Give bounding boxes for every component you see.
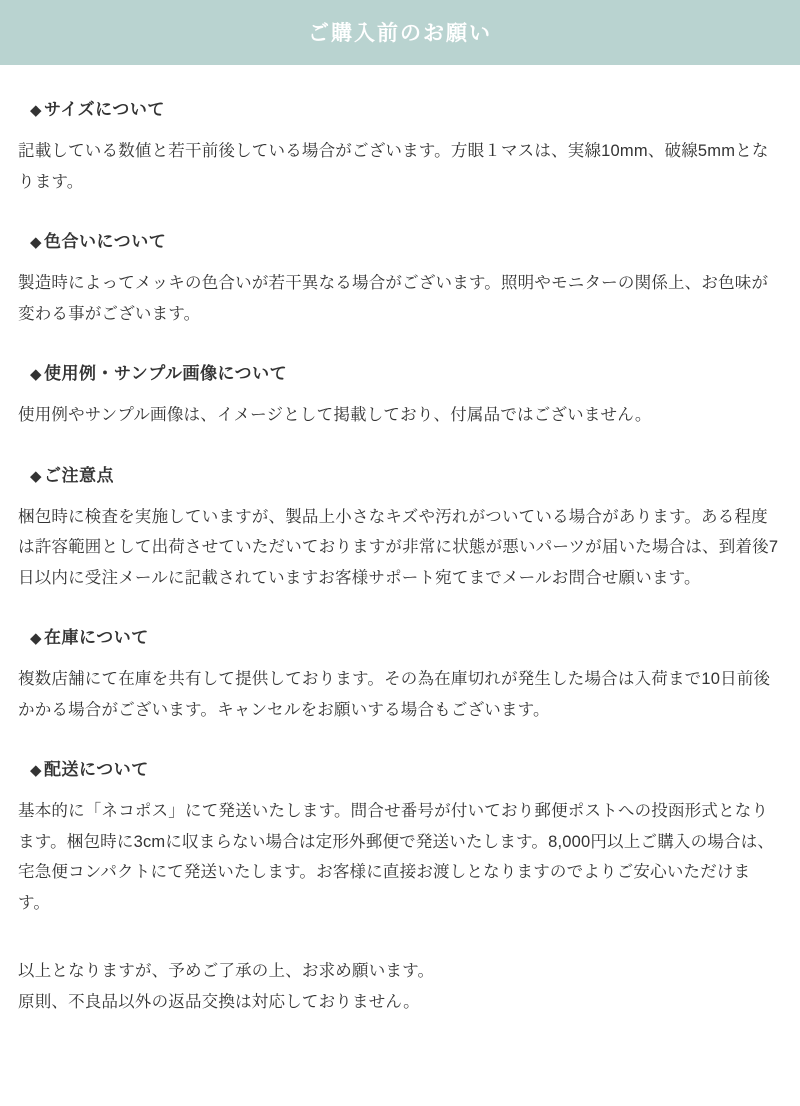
section-color xyxy=(18,227,782,329)
diamond-icon: ◆ xyxy=(30,102,43,119)
section-heading-label: 在庫について xyxy=(44,628,149,648)
section-heading xyxy=(18,461,782,486)
section-heading xyxy=(18,227,782,252)
closing-line-1: 以上となりますが、予めご了承の上、お求め願います。 xyxy=(18,962,435,981)
section-body: 記載している数値と若干前後している場合がございます。方眼１マスは、実線10mm、破線5mmとなります。 xyxy=(18,142,769,191)
section-cautions xyxy=(18,461,782,594)
section-stock xyxy=(18,623,782,725)
section-body: 複数店舗にて在庫を共有して提供しております。その為在庫切れが発生した場合は入荷まで10日前後かかる場合がございます。キャンセルをお願いする場合もございます。 xyxy=(18,670,771,719)
section-heading-label: 色合いについて xyxy=(44,232,167,252)
section-heading-label: ご注意点 xyxy=(44,465,115,485)
section-heading xyxy=(18,623,782,648)
section-heading-label: サイズについて xyxy=(44,100,165,119)
notice-content xyxy=(0,95,800,1035)
section-heading-label: 配送について xyxy=(44,760,149,780)
section-heading xyxy=(18,95,782,120)
closing-note xyxy=(18,956,782,1017)
section-sample-images xyxy=(18,359,782,431)
closing-line-2: 原則、不良品以外の返品交換は対応しておりません。 xyxy=(18,992,420,1011)
section-body: 製造時によってメッキの色合いが若干異なる場合がございます。照明やモニターの関係上、お色味が変わる事がございます。 xyxy=(18,274,769,323)
page-title: ご購入前のお願い xyxy=(0,0,800,65)
section-shipping xyxy=(18,755,782,918)
diamond-icon: ◆ xyxy=(30,366,43,384)
section-heading xyxy=(18,755,782,780)
bottom-spacer xyxy=(18,1017,782,1027)
section-heading-label: 使用例・サンプル画像について xyxy=(44,364,288,384)
section-body: 基本的に「ネコポス」にて発送いたします。問合せ番号が付いており郵便ポストへの投函形式となります。梱包時に3cmに収まらない場合は定形外郵便で発送いたします。8,000円以上ご購入の場合は、宅急便コンパクトにて発送いたします。お客様に直接お渡しとなりますのでよりご安心いただけます。 xyxy=(18,802,775,912)
diamond-icon: ◆ xyxy=(30,630,43,648)
diamond-icon: ◆ xyxy=(30,762,43,780)
section-body: 梱包時に検査を実施していますが、製品上小さなキズや汚れがついている場合があります。ある程度は許容範囲として出荷させていただいておりますが非常に状態が悪いパーツが届いた場合は、到着後7日以内に受注メールに記載されていますお客様サポート宛てまでメールお問合せ願います。 xyxy=(18,507,779,587)
section-size xyxy=(18,95,782,197)
diamond-icon: ◆ xyxy=(30,467,43,485)
section-heading xyxy=(18,359,782,384)
diamond-icon: ◆ xyxy=(30,234,43,252)
section-body: 使用例やサンプル画像は、イメージとして掲載しており、付属品ではございません。 xyxy=(18,406,652,425)
